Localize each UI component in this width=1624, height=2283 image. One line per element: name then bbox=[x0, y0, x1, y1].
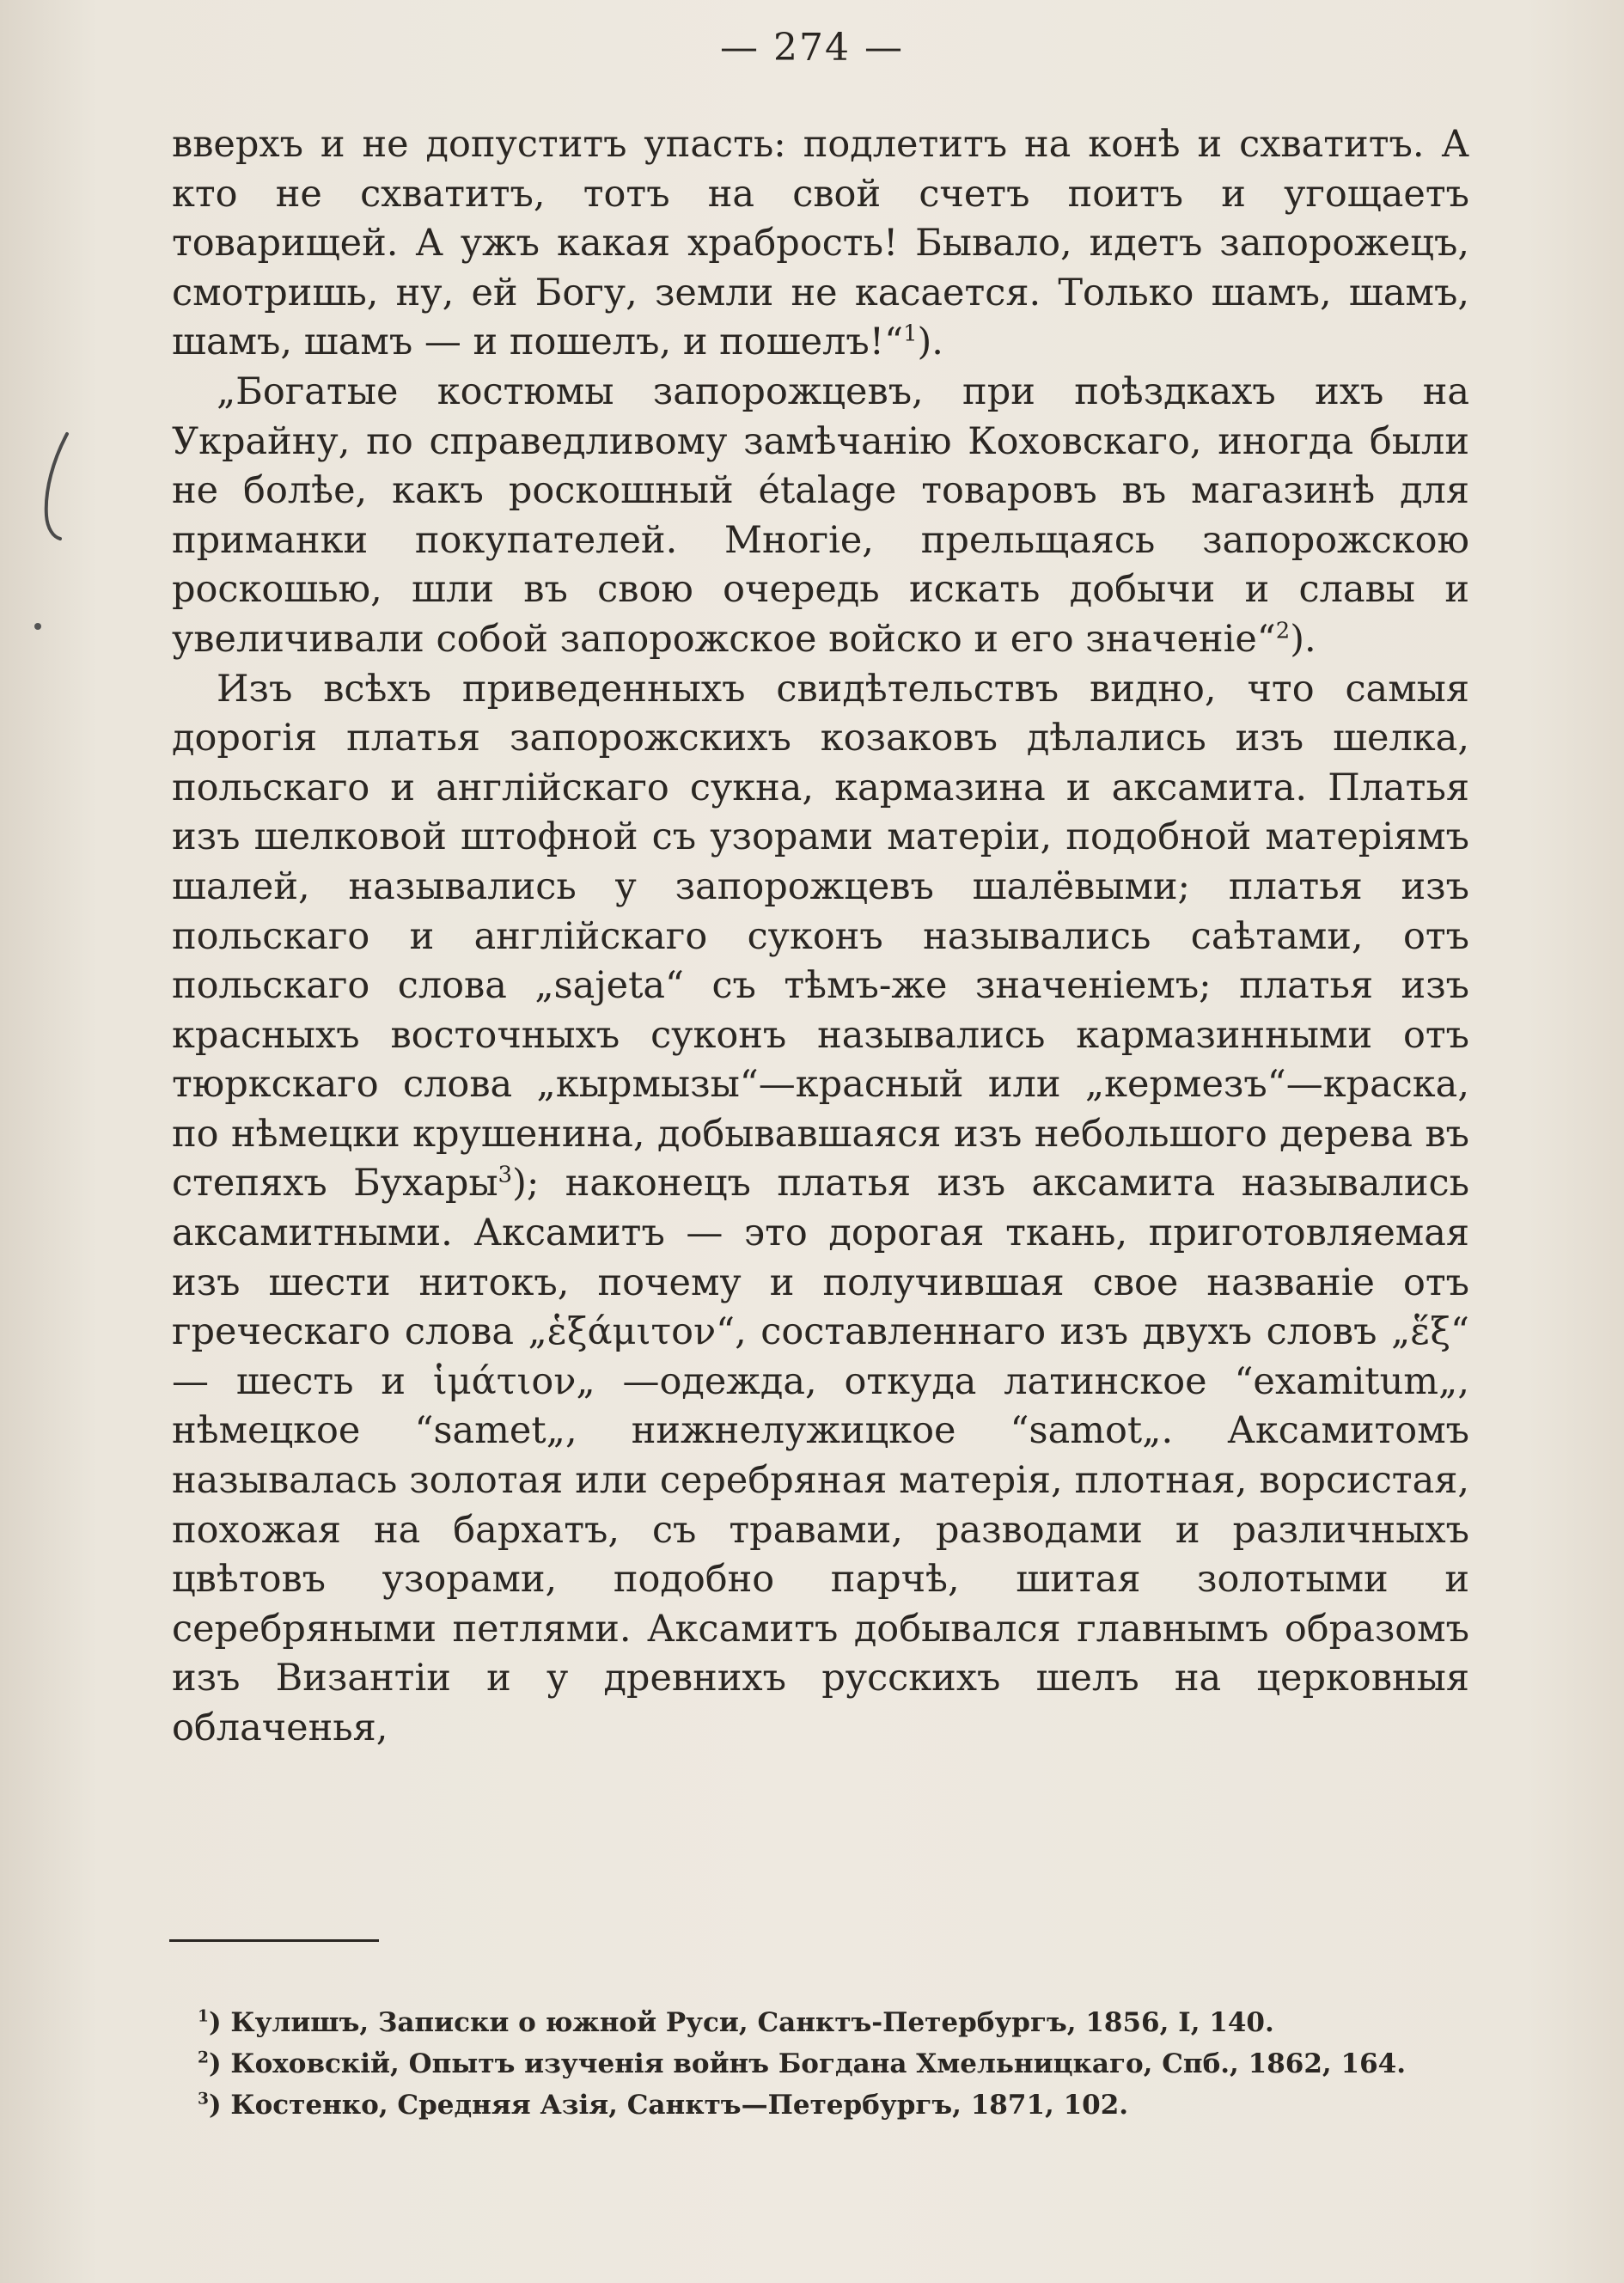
footnote-separator bbox=[169, 1939, 379, 1942]
footnote-ref-1: 1 bbox=[903, 321, 918, 348]
footnotes bbox=[198, 2002, 1487, 2126]
margin-dot bbox=[34, 623, 41, 630]
footnote-ref-2: 2 bbox=[1275, 618, 1291, 644]
body-text bbox=[172, 120, 1469, 1754]
footnote-2: $^2$) Коховскій, Опытъ изученія войнъ Богдана Хмельницкаго, Спб., 1862, 164. bbox=[198, 2048, 1407, 2079]
paragraph-1: вверхъ и не допуститъ упасть: подлетитъ на конѣ и схватитъ. А кто не схватитъ, тотъ на свой счетъ поитъ и угощаетъ товарищей. А ужъ какая храбрость! Бывало, идетъ запорожецъ, смотришь, ну, ей Богу, земли не касается. Только шамъ, шамъ, шамъ, шамъ — и пошелъ, и пошелъ!“$^1$). bbox=[172, 123, 1469, 364]
paragraph-2: „Богатые костюмы запорожцевъ, при поѣздкахъ ихъ на Украйну, по справедливому замѣчанію Коховскаго, иногда были не болѣе, какъ роскошный étalage товаровъ въ магазинѣ для приманки покупателей. Многіе, прельщаясь запорожскою роскошью, шли въ свою очередь искать добычи и славы и увеличивали собой запорожское войско и его значеніе“$^2$). bbox=[172, 369, 1469, 661]
footnote-ref-3: 3 bbox=[498, 1163, 513, 1189]
page-number: — 274 — bbox=[720, 26, 904, 70]
paragraph-3: Изъ всѣхъ приведенныхъ свидѣтельствъ видно, что самыя дорогія платья запорожскихъ козаковъ дѣлались изъ шелка, польскаго и англійскаго сукна, кармазина и аксамита. Платья изъ шелковой штофной съ узорами матеріи, подобной матеріямъ шалей, назывались у запорожцевъ шалёвыми; платья изъ польскаго и англійскаго суконъ назывались саѣтами, отъ польскаго слова „sajeta“ съ тѣмъ-же значеніемъ; платья изъ красныхъ восточныхъ суконъ назывались кармазинными отъ тюркскаго слова „кырмызы“—красный или „кермезъ“—краска, по нѣмецки крушенина, добывавшаяся изъ небольшого дерева въ степяхъ Бухары$^3$); наконецъ платья изъ аксамита назывались аксамитными. Аксамитъ — это дорогая ткань, приготовляемая изъ шести нитокъ, почему и получившая свое названіе отъ греческаго слова „ἑξάμιτον“, составленнаго изъ двухъ словъ „ἕξ“ — шесть и ἱμάτιον„ —одежда, откуда латинское “examitum„, нѣмецкое “samet„, нижнелужицкое “samot„. Аксамитомъ называлась золотая или серебряная матерія, плотная, ворсистая, похожая на бархатъ, съ травами, разводами и различныхъ цвѣтовъ узорами, подобно парчѣ, шитая золотыми и серебряными петлями. Аксамитъ добывался главнымъ образомъ изъ Византіи и у древнихъ русскихъ шелъ на церковныя облаченья, bbox=[172, 667, 1469, 1749]
pencil-margin-mark bbox=[34, 430, 77, 541]
footnote-1: $^1$) Кулишъ, Записки о южной Руси, Санктъ-Петербургъ, 1856, I, 140. bbox=[198, 2007, 1274, 2038]
footnote-3: $^3$) Костенко, Средняя Азія, Санктъ—Петербургъ, 1871, 102. bbox=[198, 2090, 1129, 2121]
